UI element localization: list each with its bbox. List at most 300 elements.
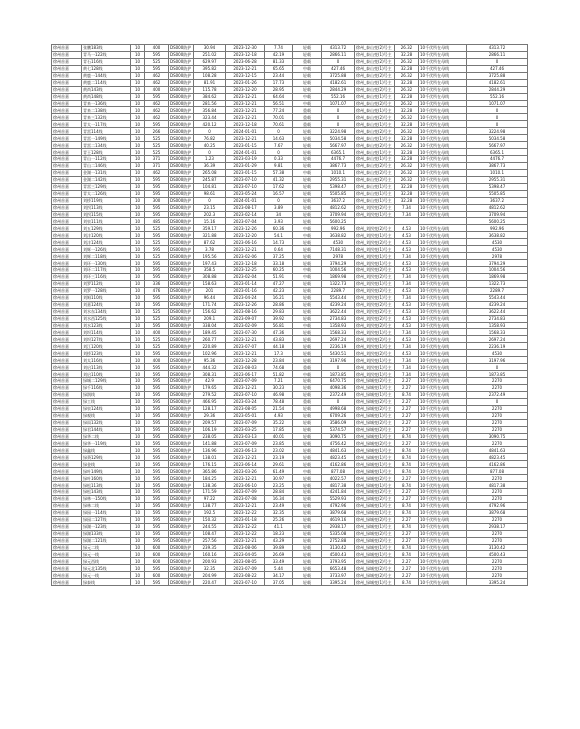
max-load-date-cell: 2023-09-07 — [226, 315, 265, 322]
conductor-type-cell: DS000防护 — [169, 523, 194, 530]
available-capacity-cell: 4619.16 — [322, 516, 355, 523]
conductor-type-cell: DS000防护 — [169, 579, 194, 586]
max-load-date-cell: 2023-12-21 — [226, 475, 265, 482]
load-level-cell: 轻载 — [293, 558, 322, 565]
max-load-cell: 106.19 — [194, 426, 226, 433]
rated-capacity-cell: 525 — [145, 343, 169, 350]
load-rate-cell: 26.69 — [265, 551, 293, 558]
busbar-cell: 10千伏所在母线 — [419, 253, 467, 260]
feeder-name-cell: 绿华二线 — [82, 433, 131, 440]
max-load-cell: 30.94 — [194, 45, 226, 52]
final-capacity-cell: 2844.29 — [467, 86, 528, 93]
available-capacity-cell: 3090.75 — [322, 433, 355, 440]
feeder-name-cell: 刘五129线 — [82, 225, 131, 232]
rated-capacity-cell: 595 — [145, 475, 169, 482]
conductor-type-cell: DS000防护 — [169, 135, 194, 142]
busbar-cell: 10千伏所在母线 — [419, 509, 467, 516]
load-rate-cell: 30.97 — [265, 475, 293, 482]
available-capacity-cell: 3725.88 — [322, 72, 355, 79]
voltage-cell: 10 — [131, 322, 145, 329]
voltage-cell: 10 — [131, 135, 145, 142]
rated-capacity-cell: 600 — [145, 558, 169, 565]
available-capacity-cell: 877.08 — [322, 468, 355, 475]
voltage-cell: 10 — [131, 58, 145, 65]
max-load-date-cell: 2023-05-01 — [226, 412, 265, 419]
feeder-name-cell: 绿松143线 — [82, 489, 131, 496]
table-row — [52, 440, 528, 447]
conductor-type-cell: DS000防护 — [169, 301, 194, 308]
feeder-name-cell: 刘水东134线 — [82, 308, 131, 315]
final-capacity-cell: 1071.07 — [467, 100, 528, 107]
rated-capacity-cell: 595 — [145, 565, 169, 572]
company-cell: 徐州首嘉 — [52, 128, 82, 135]
transformer-cell: 徐州_刘拐变(1)号主 — [355, 280, 395, 287]
feeder-name-cell: 青山一112线 — [82, 156, 131, 163]
rated-capacity-cell: 595 — [145, 461, 169, 468]
transformer-load-cell: 32.28 — [395, 183, 419, 190]
table-row — [52, 190, 528, 197]
load-rate-cell: 39.92 — [265, 315, 293, 322]
available-capacity-cell: 1010.1 — [322, 169, 355, 176]
company-cell: 徐州首嘉 — [52, 489, 82, 496]
conductor-type-cell: DS000防护 — [169, 114, 194, 121]
max-load-date-cell: 2023-08-05 — [226, 405, 265, 412]
feeder-name-cell: 青来二138线 — [82, 107, 131, 114]
feeder-name-cell: 刘桥123线 — [82, 350, 131, 357]
company-cell: 徐州首嘉 — [52, 398, 82, 405]
feeder-name-cell: 青太二126线 — [82, 190, 131, 197]
load-level-cell: 轻载 — [293, 336, 322, 343]
load-level-cell: 轻载 — [293, 287, 322, 294]
max-load-cell: 156.62 — [194, 308, 226, 315]
rated-capacity-cell: 595 — [145, 350, 169, 357]
load-rate-cell: 7.21 — [265, 378, 293, 385]
load-rate-cell: 56.51 — [265, 100, 293, 107]
load-rate-cell: 60.36 — [265, 225, 293, 232]
load-rate-cell: 74.68 — [265, 364, 293, 371]
rated-capacity-cell: 595 — [145, 509, 169, 516]
busbar-cell: 10千伏所在母线 — [419, 419, 467, 426]
conductor-type-cell: DS000防护 — [169, 447, 194, 454]
table-row — [52, 468, 528, 475]
company-cell: 徐州首嘉 — [52, 551, 82, 558]
available-capacity-cell: 0 — [322, 121, 355, 128]
transformer-cell — [355, 218, 395, 225]
conductor-type-cell: DS000防护 — [169, 149, 194, 156]
transformer-cell: 徐州_绿城变(2)号主 — [355, 419, 395, 426]
rated-capacity-cell: 595 — [145, 364, 169, 371]
load-rate-cell: 65.65 — [265, 65, 293, 72]
max-load-cell: 321.88 — [194, 232, 226, 239]
table-row — [52, 197, 528, 204]
load-rate-cell: 28.84 — [265, 489, 293, 496]
max-load-cell: 204.99 — [194, 572, 226, 579]
busbar-cell — [419, 218, 467, 225]
load-rate-cell: 46.98 — [265, 391, 293, 398]
table-row — [52, 176, 528, 183]
conductor-type-cell: DS000防护 — [169, 398, 194, 405]
voltage-cell: 10 — [131, 218, 145, 225]
table-row — [52, 162, 528, 169]
final-capacity-cell: 1004.56 — [467, 267, 528, 274]
table-row — [52, 260, 528, 267]
feeder-name-cell: 绿华一119线 — [82, 440, 131, 447]
company-cell: 徐州首嘉 — [52, 294, 82, 301]
rated-capacity-cell: 600 — [145, 551, 169, 558]
feeder-name-cell: 绿润线 — [82, 391, 131, 398]
available-capacity-cell: 1873.85 — [322, 371, 355, 378]
table-row — [52, 475, 528, 482]
busbar-cell: 10千伏所在母线 — [419, 107, 467, 114]
max-load-date-cell: 2023-12-18 — [226, 51, 265, 58]
feeder-name-cell: 绿园二127线 — [82, 516, 131, 523]
max-load-date-cell: 2023-07-09 — [226, 378, 265, 385]
max-load-date-cell: 2023-07-10 — [226, 391, 265, 398]
transformer-load-cell: 7.34 — [395, 273, 419, 280]
load-level-cell: 轻载 — [293, 440, 322, 447]
table-row — [52, 426, 528, 433]
transformer-load-cell: 2.27 — [395, 558, 419, 565]
transformer-load-cell: 4.53 — [395, 287, 419, 294]
rated-capacity-cell: 595 — [145, 176, 169, 183]
max-load-date-cell: 2023-12-25 — [226, 267, 265, 274]
voltage-cell: 10 — [131, 287, 145, 294]
busbar-cell: 10千伏所在母线 — [419, 537, 467, 544]
load-level-cell: 轻载 — [293, 308, 322, 315]
max-load-cell: 95.36 — [194, 357, 226, 364]
available-capacity-cell: 3224.98 — [322, 128, 355, 135]
company-cell: 徐州首嘉 — [52, 287, 82, 294]
conductor-type-cell: DS000防护 — [169, 287, 194, 294]
busbar-cell: 10千伏所在母线 — [419, 398, 467, 405]
available-capacity-cell: 2955.31 — [322, 176, 355, 183]
busbar-cell: 10千伏所在母线 — [419, 371, 467, 378]
transformer-cell: 徐州_绿城变(1)号主 — [355, 544, 395, 551]
conductor-type-cell: DS000防护 — [169, 516, 194, 523]
table-row — [52, 350, 528, 357]
busbar-cell: 10千伏所在母线 — [419, 350, 467, 357]
voltage-cell: 10 — [131, 294, 145, 301]
transformer-load-cell: 26.32 — [395, 142, 419, 149]
table-row — [52, 482, 528, 489]
final-capacity-cell: 5667.97 — [467, 142, 528, 149]
max-load-date-cell: 2023-04-24 — [226, 294, 265, 301]
transformer-cell: 徐州_刘拐变(1)号主 — [355, 357, 395, 364]
load-level-cell: 轻载 — [293, 260, 322, 267]
load-rate-cell: 78.48 — [265, 398, 293, 405]
voltage-cell: 10 — [131, 190, 145, 197]
company-cell: 徐州首嘉 — [52, 280, 82, 287]
voltage-cell: 10 — [131, 572, 145, 579]
max-load-cell: 245.87 — [194, 176, 226, 183]
transformer-load-cell: 8.74 — [395, 482, 419, 489]
feeder-name-cell: 青山二146线 — [82, 162, 131, 169]
final-capacity-cell: 2372.49 — [467, 391, 528, 398]
feeder-name-cell: 绿元西线 — [82, 558, 131, 565]
load-level-cell: 轻载 — [293, 516, 322, 523]
available-capacity-cell: 4998.68 — [322, 405, 355, 412]
load-level-cell: 轻载 — [293, 572, 322, 579]
final-capacity-cell: 4162.86 — [467, 461, 528, 468]
max-load-date-cell: 2023-12-22 — [226, 530, 265, 537]
transformer-cell: 徐州_泰山变(2)号主 — [355, 45, 395, 52]
conductor-type-cell: DS000防护 — [169, 343, 194, 350]
table-row — [52, 461, 528, 468]
transformer-load-cell: 4.53 — [395, 260, 419, 267]
load-rate-cell: 0.64 — [265, 246, 293, 253]
load-level-cell: 轻载 — [293, 350, 322, 357]
load-level-cell: 重载 — [293, 398, 322, 405]
final-capacity-cell: 1010.1 — [467, 169, 528, 176]
load-level-cell: 轻载 — [293, 204, 322, 211]
load-rate-cell: 0 — [265, 149, 293, 156]
voltage-cell: 10 — [131, 440, 145, 447]
max-load-date-cell: 2023-01-15 — [226, 169, 265, 176]
load-level-cell: 轻载 — [293, 156, 322, 163]
load-level-cell: 轻载 — [293, 135, 322, 142]
final-capacity-cell: 2270 — [467, 558, 528, 565]
rated-capacity-cell: 462 — [145, 79, 169, 86]
table-row — [52, 294, 528, 301]
load-level-cell: 轻载 — [293, 509, 322, 516]
transformer-load-cell: 2.27 — [395, 419, 419, 426]
voltage-cell: 10 — [131, 502, 145, 509]
load-level-cell: 轻载 — [293, 128, 322, 135]
table-row — [52, 128, 528, 135]
load-level-cell: 重载 — [293, 364, 322, 371]
rated-capacity-cell: 595 — [145, 579, 169, 586]
busbar-cell: 10千伏所在母线 — [419, 551, 467, 558]
max-load-cell: 239.35 — [194, 544, 226, 551]
max-load-cell: 138.01 — [194, 454, 226, 461]
table-row — [52, 58, 528, 65]
rated-capacity-cell: 595 — [145, 121, 169, 128]
max-load-cell: 36.39 — [194, 162, 226, 169]
transformer-load-cell: 4.53 — [395, 267, 419, 274]
transformer-load-cell: 8.74 — [395, 468, 419, 475]
transformer-cell: 徐州_绿城变(2)号主 — [355, 378, 395, 385]
transformer-cell: 徐州_刘拐变(1)号主 — [355, 371, 395, 378]
final-capacity-cell: 4313.72 — [467, 45, 528, 52]
load-rate-cell: 23.44 — [265, 72, 293, 79]
table-row — [52, 398, 528, 405]
load-level-cell: 中载 — [293, 273, 322, 280]
rated-capacity-cell: 525 — [145, 135, 169, 142]
final-capacity-cell: 2270 — [467, 440, 528, 447]
conductor-type-cell: DS000防护 — [169, 502, 194, 509]
table-row — [52, 572, 528, 579]
feeder-name-cell: 黄鹿二114线 — [82, 79, 131, 86]
transformer-load-cell: 2.27 — [395, 378, 419, 385]
transformer-cell: 徐州_刘拐变(2)号主 — [355, 336, 395, 343]
load-rate-cell: 0.33 — [265, 156, 293, 163]
max-load-cell: 260.77 — [194, 336, 226, 343]
available-capacity-cell: 1004.56 — [322, 267, 355, 274]
rated-capacity-cell: 595 — [145, 468, 169, 475]
feeder-name-cell: 绿千116线 — [82, 384, 131, 391]
busbar-cell: 10千伏所在母线 — [419, 260, 467, 267]
feeder-name-cell: 绿林一150线 — [82, 495, 131, 502]
rated-capacity-cell: 476 — [145, 287, 169, 294]
company-cell: 徐州首嘉 — [52, 364, 82, 371]
max-load-date-cell: 2023-06-14 — [226, 461, 265, 468]
load-rate-cell: 16.34 — [265, 495, 293, 502]
final-capacity-cell: 6365.1 — [467, 149, 528, 156]
available-capacity-cell: 5430.51 — [322, 350, 355, 357]
max-load-cell: 171.74 — [194, 301, 226, 308]
feeder-name-cell: 绿城二129线 — [82, 378, 131, 385]
load-rate-cell: 41.1 — [265, 523, 293, 530]
load-rate-cell: 41.32 — [265, 176, 293, 183]
max-load-cell: 308.31 — [194, 371, 226, 378]
transformer-load-cell: 8.74 — [395, 433, 419, 440]
voltage-cell: 10 — [131, 204, 145, 211]
transformer-load-cell: 7.34 — [395, 343, 419, 350]
rated-capacity-cell: 595 — [145, 530, 169, 537]
rated-capacity-cell: 595 — [145, 211, 169, 218]
transformer-load-cell: 2.27 — [395, 384, 419, 391]
feeder-name-cell: 刘坝114线 — [82, 329, 131, 336]
voltage-cell: 10 — [131, 142, 145, 149]
available-capacity-cell: 4812.62 — [322, 204, 355, 211]
company-cell: 徐州首嘉 — [52, 72, 82, 79]
busbar-cell: 10千伏所在母线 — [419, 378, 467, 385]
rated-capacity-cell: 595 — [145, 447, 169, 454]
rated-capacity-cell: 525 — [145, 239, 169, 246]
max-load-cell: 202.3 — [194, 211, 226, 218]
max-load-date-cell: 2023-03-19 — [226, 156, 265, 163]
table-row — [52, 516, 528, 523]
max-load-cell: 238.05 — [194, 433, 226, 440]
table-row — [52, 433, 528, 440]
transformer-cell: 徐州_泰山变(1)号主 — [355, 121, 395, 128]
transformer-load-cell: 32.28 — [395, 190, 419, 197]
final-capacity-cell: 2697.24 — [467, 336, 528, 343]
rated-capacity-cell: 462 — [145, 72, 169, 79]
table-row — [52, 322, 528, 329]
voltage-cell: 10 — [131, 169, 145, 176]
max-load-date-cell: 2023-01-16 — [226, 287, 265, 294]
voltage-cell: 10 — [131, 523, 145, 530]
conductor-type-cell: DS000防护 — [169, 190, 194, 197]
busbar-cell: 10千伏所在母线 — [419, 391, 467, 398]
company-cell: 徐州首嘉 — [52, 502, 82, 509]
rated-capacity-cell: 595 — [145, 204, 169, 211]
conductor-type-cell: DS000防护 — [169, 544, 194, 551]
load-rate-cell: 42.19 — [265, 51, 293, 58]
max-load-date-cell: 2023-12-21 — [226, 336, 265, 343]
conductor-type-cell: DS000防护 — [169, 489, 194, 496]
company-cell: 徐州首嘉 — [52, 412, 82, 419]
conductor-type-cell: DS000防护 — [169, 475, 194, 482]
final-capacity-cell: 2955.31 — [467, 176, 528, 183]
table-row — [52, 211, 528, 218]
final-capacity-cell: 3395.24 — [467, 579, 528, 586]
transformer-load-cell: 26.32 — [395, 45, 419, 52]
conductor-type-cell: DS000防护 — [169, 100, 194, 107]
max-load-date-cell: 2023-01-18 — [226, 516, 265, 523]
rated-capacity-cell: 595 — [145, 537, 169, 544]
company-cell: 徐州首嘉 — [52, 156, 82, 163]
feeder-name-cell: 张鹏183线 — [82, 45, 131, 52]
rated-capacity-cell: 371 — [145, 162, 169, 169]
max-load-cell: 158.63 — [194, 280, 226, 287]
transformer-cell: 徐州_刘拐变(1)号主 — [355, 260, 395, 267]
rated-capacity-cell: 595 — [145, 378, 169, 385]
available-capacity-cell: 4098.36 — [322, 384, 355, 391]
feeder-name-cell: 刘拐115线 — [82, 211, 131, 218]
available-capacity-cell: 2752.88 — [322, 537, 355, 544]
transformer-cell: 徐州_泰山变(1)号主 — [355, 197, 395, 204]
conductor-type-cell: DS000防护 — [169, 162, 194, 169]
available-capacity-cell: 4162.86 — [322, 461, 355, 468]
max-load-date-cell: 2023-12-22 — [226, 509, 265, 516]
max-load-date-cell: 2023-06-16 — [226, 239, 265, 246]
load-rate-cell: 42.23 — [265, 287, 293, 294]
max-load-cell: 338.04 — [194, 322, 226, 329]
load-rate-cell: 16.21 — [265, 294, 293, 301]
table-row — [52, 371, 528, 378]
max-load-date-cell: 2023-07-30 — [226, 329, 265, 336]
max-load-cell: 23.15 — [194, 204, 226, 211]
feeder-name-cell: 金湖一131线 — [82, 169, 131, 176]
transformer-cell: 徐州_泰山变(1)号主 — [355, 79, 395, 86]
load-level-cell: 轻载 — [293, 579, 322, 586]
rated-capacity-cell: 400 — [145, 357, 169, 364]
busbar-cell: 10千伏所在母线 — [419, 211, 467, 218]
max-load-date-cell: 2023-12-21 — [226, 537, 265, 544]
available-capacity-cell: 5398.47 — [322, 183, 355, 190]
final-capacity-cell: 2270 — [467, 412, 528, 419]
table-row — [52, 183, 528, 190]
rated-capacity-cell: 595 — [145, 419, 169, 426]
max-load-date-cell: 2023-12-21 — [226, 93, 265, 100]
feeder-name-cell: 刘启113线 — [82, 364, 131, 371]
transformer-load-cell: 2.27 — [395, 516, 419, 523]
feeder-name-cell: 金湖二142线 — [82, 176, 131, 183]
transformer-cell: 徐州_绿城变(1)号主 — [355, 384, 395, 391]
available-capacity-cell: 2697.24 — [322, 336, 355, 343]
load-level-cell: 轻载 — [293, 565, 322, 572]
max-load-date-cell: 2023-01-15 — [226, 142, 265, 149]
load-rate-cell: 23.85 — [265, 440, 293, 447]
max-load-cell: 220.89 — [194, 343, 226, 350]
rated-capacity-cell: 595 — [145, 495, 169, 502]
load-level-cell: 轻载 — [293, 523, 322, 530]
load-rate-cell: 14.63 — [265, 135, 293, 142]
voltage-cell: 10 — [131, 426, 145, 433]
feeder-name-cell: 刘罗一128线 — [82, 287, 131, 294]
busbar-cell: 10千伏所在母线 — [419, 475, 467, 482]
available-capacity-cell: 0 — [322, 114, 355, 121]
voltage-cell: 10 — [131, 211, 145, 218]
table-row — [52, 156, 528, 163]
voltage-cell: 10 — [131, 273, 145, 280]
transformer-cell: 徐州_刘拐变(1)号主 — [355, 246, 395, 253]
table-row — [52, 142, 528, 149]
transformer-load-cell: 32.28 — [395, 197, 419, 204]
table-row — [52, 530, 528, 537]
company-cell: 徐州首嘉 — [52, 391, 82, 398]
transformer-load-cell: 2.27 — [395, 405, 419, 412]
load-level-cell: 轻载 — [293, 183, 322, 190]
feeder-name-cell: 绿湖133线 — [82, 530, 131, 537]
rated-capacity-cell: 525 — [145, 142, 169, 149]
voltage-cell: 10 — [131, 482, 145, 489]
busbar-cell: 10千伏所在母线 — [419, 461, 467, 468]
available-capacity-cell: 4239.24 — [322, 301, 355, 308]
load-level-cell: 轻载 — [293, 315, 322, 322]
